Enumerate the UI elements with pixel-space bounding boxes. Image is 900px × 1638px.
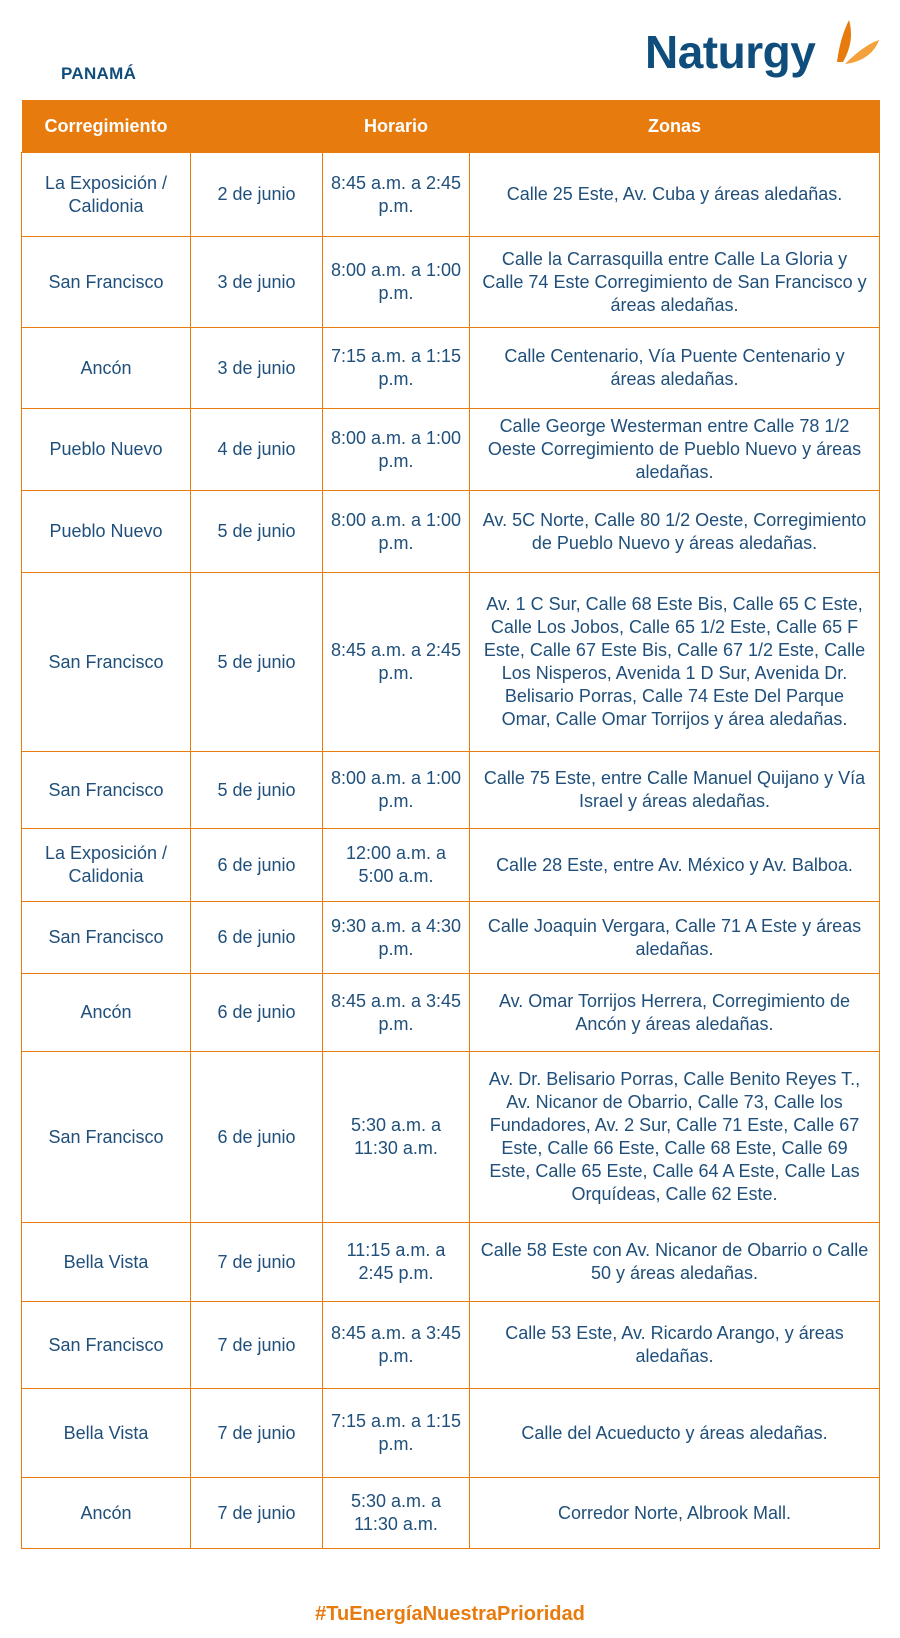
corregimiento-cell: Bella Vista (22, 1223, 191, 1302)
table-row (22, 1478, 880, 1549)
fecha-cell: 7 de junio (191, 1478, 323, 1549)
naturgy-logo (645, 18, 885, 84)
table-row (22, 491, 880, 573)
corregimiento-cell: San Francisco (22, 1052, 191, 1223)
table-row (22, 752, 880, 829)
corregimiento-cell: La Exposición / Calidonia (22, 153, 191, 237)
horario-cell: 12:00 a.m. a 5:00 a.m. (323, 829, 470, 902)
campaign-hashtag: #TuEnergíaNuestraPrioridad (315, 1603, 585, 1625)
fecha-cell: 3 de junio (191, 328, 323, 409)
horario-cell: 8:45 a.m. a 2:45 p.m. (323, 153, 470, 237)
fecha-cell: 7 de junio (191, 1223, 323, 1302)
fecha-cell: 6 de junio (191, 974, 323, 1052)
corregimiento-cell: Ancón (22, 1478, 191, 1549)
table-row (22, 902, 880, 974)
table-row (22, 409, 880, 491)
fecha-cell: 5 de junio (191, 752, 323, 829)
zonas-cell: Av. Dr. Belisario Porras, Calle Benito Reyes T., Av. Nicanor de Obarrio, Calle 73, Calle los Fundadores, Av. 2 Sur, Calle 71 Este, Calle 67 Este, Calle 66 Este, Calle 68 Este, Calle 69 Este, Calle 65 Este, Calle 64 A Este, Calle Las Orquídeas, Calle 62 Este. (470, 1052, 880, 1223)
fecha-cell: 4 de junio (191, 409, 323, 491)
schedule-table (21, 100, 880, 1549)
horario-cell: 8:45 a.m. a 3:45 p.m. (323, 1302, 470, 1389)
fecha-cell: 2 de junio (191, 153, 323, 237)
zonas-cell: Calle 53 Este, Av. Ricardo Arango, y áreas aledañas. (470, 1302, 880, 1389)
corregimiento-cell: Ancón (22, 328, 191, 409)
horario-cell: 7:15 a.m. a 1:15 p.m. (323, 328, 470, 409)
table-row (22, 1223, 880, 1302)
table-row (22, 974, 880, 1052)
zonas-cell: Calle 58 Este con Av. Nicanor de Obarrio o Calle 50 y áreas aledañas. (470, 1223, 880, 1302)
fecha-cell: 7 de junio (191, 1302, 323, 1389)
butterfly-icon (833, 18, 881, 68)
table-row (22, 1302, 880, 1389)
horario-cell: 5:30 a.m. a 11:30 a.m. (323, 1052, 470, 1223)
corregimiento-cell: San Francisco (22, 1302, 191, 1389)
zonas-cell: Calle 75 Este, entre Calle Manuel Quijano y Vía Israel y áreas aledañas. (470, 752, 880, 829)
corregimiento-cell: San Francisco (22, 752, 191, 829)
corregimiento-cell: San Francisco (22, 573, 191, 752)
horario-cell: 7:15 a.m. a 1:15 p.m. (323, 1389, 470, 1478)
horario-cell: 8:45 a.m. a 3:45 p.m. (323, 974, 470, 1052)
horario-cell: 9:30 a.m. a 4:30 p.m. (323, 902, 470, 974)
corregimiento-cell: Pueblo Nuevo (22, 409, 191, 491)
fecha-cell: 6 de junio (191, 1052, 323, 1223)
horario-cell: 8:45 a.m. a 2:45 p.m. (323, 573, 470, 752)
zonas-cell: Av. Omar Torrijos Herrera, Corregimiento de Ancón y áreas aledañas. (470, 974, 880, 1052)
zonas-cell: Corredor Norte, Albrook Mall. (470, 1478, 880, 1549)
corregimiento-cell: Ancón (22, 974, 191, 1052)
fecha-cell: 6 de junio (191, 902, 323, 974)
zonas-cell: Calle Joaquin Vergara, Calle 71 A Este y áreas aledañas. (470, 902, 880, 974)
table-row (22, 328, 880, 409)
zonas-cell: Calle la Carrasquilla entre Calle La Gloria y Calle 74 Este Corregimiento de San Francisco y áreas aledañas. (470, 237, 880, 328)
column-header-corregimiento: Corregimiento (22, 100, 191, 153)
fecha-cell: 3 de junio (191, 237, 323, 328)
zonas-cell: Calle del Acueducto y áreas aledañas. (470, 1389, 880, 1478)
table-header-row (22, 100, 880, 153)
horario-cell: 8:00 a.m. a 1:00 p.m. (323, 409, 470, 491)
corregimiento-cell: San Francisco (22, 902, 191, 974)
table-row (22, 237, 880, 328)
table-row (22, 1052, 880, 1223)
fecha-cell: 7 de junio (191, 1389, 323, 1478)
corregimiento-cell: La Exposición / Calidonia (22, 829, 191, 902)
corregimiento-cell: San Francisco (22, 237, 191, 328)
zonas-cell: Calle 28 Este, entre Av. México y Av. Balboa. (470, 829, 880, 902)
horario-cell: 5:30 a.m. a 11:30 a.m. (323, 1478, 470, 1549)
column-header-horario: Horario (323, 100, 470, 153)
fecha-cell: 5 de junio (191, 491, 323, 573)
horario-cell: 8:00 a.m. a 1:00 p.m. (323, 752, 470, 829)
corregimiento-cell: Bella Vista (22, 1389, 191, 1478)
corregimiento-cell: Pueblo Nuevo (22, 491, 191, 573)
horario-cell: 11:15 a.m. a 2:45 p.m. (323, 1223, 470, 1302)
column-header-fecha (191, 100, 323, 153)
zonas-cell: Calle George Westerman entre Calle 78 1/2 Oeste Corregimiento de Pueblo Nuevo y áreas aledañas. (470, 409, 880, 491)
zonas-cell: Av. 1 C Sur, Calle 68 Este Bis, Calle 65 C Este, Calle Los Jobos, Calle 65 1/2 Este, Calle 65 F Este, Calle 67 Este Bis, Calle 67 1/2 Este, Calle Los Nisperos, Avenida 1 D Sur, Avenida Dr. Belisario Porras, Calle 74 Este Del Parque Omar, Calle Omar Torrijos y área aledañas. (470, 573, 880, 752)
region-title: PANAMÁ (61, 64, 137, 83)
brand-name: Naturgy (645, 26, 816, 78)
fecha-cell: 5 de junio (191, 573, 323, 752)
zonas-cell: Calle 25 Este, Av. Cuba y áreas aledañas. (470, 153, 880, 237)
zonas-cell: Calle Centenario, Vía Puente Centenario y áreas aledañas. (470, 328, 880, 409)
table-row (22, 829, 880, 902)
horario-cell: 8:00 a.m. a 1:00 p.m. (323, 237, 470, 328)
table-row (22, 153, 880, 237)
table-row (22, 1389, 880, 1478)
horario-cell: 8:00 a.m. a 1:00 p.m. (323, 491, 470, 573)
fecha-cell: 6 de junio (191, 829, 323, 902)
zonas-cell: Av. 5C Norte, Calle 80 1/2 Oeste, Corregimiento de Pueblo Nuevo y áreas aledañas. (470, 491, 880, 573)
table-row (22, 573, 880, 752)
column-header-zonas: Zonas (470, 100, 880, 153)
